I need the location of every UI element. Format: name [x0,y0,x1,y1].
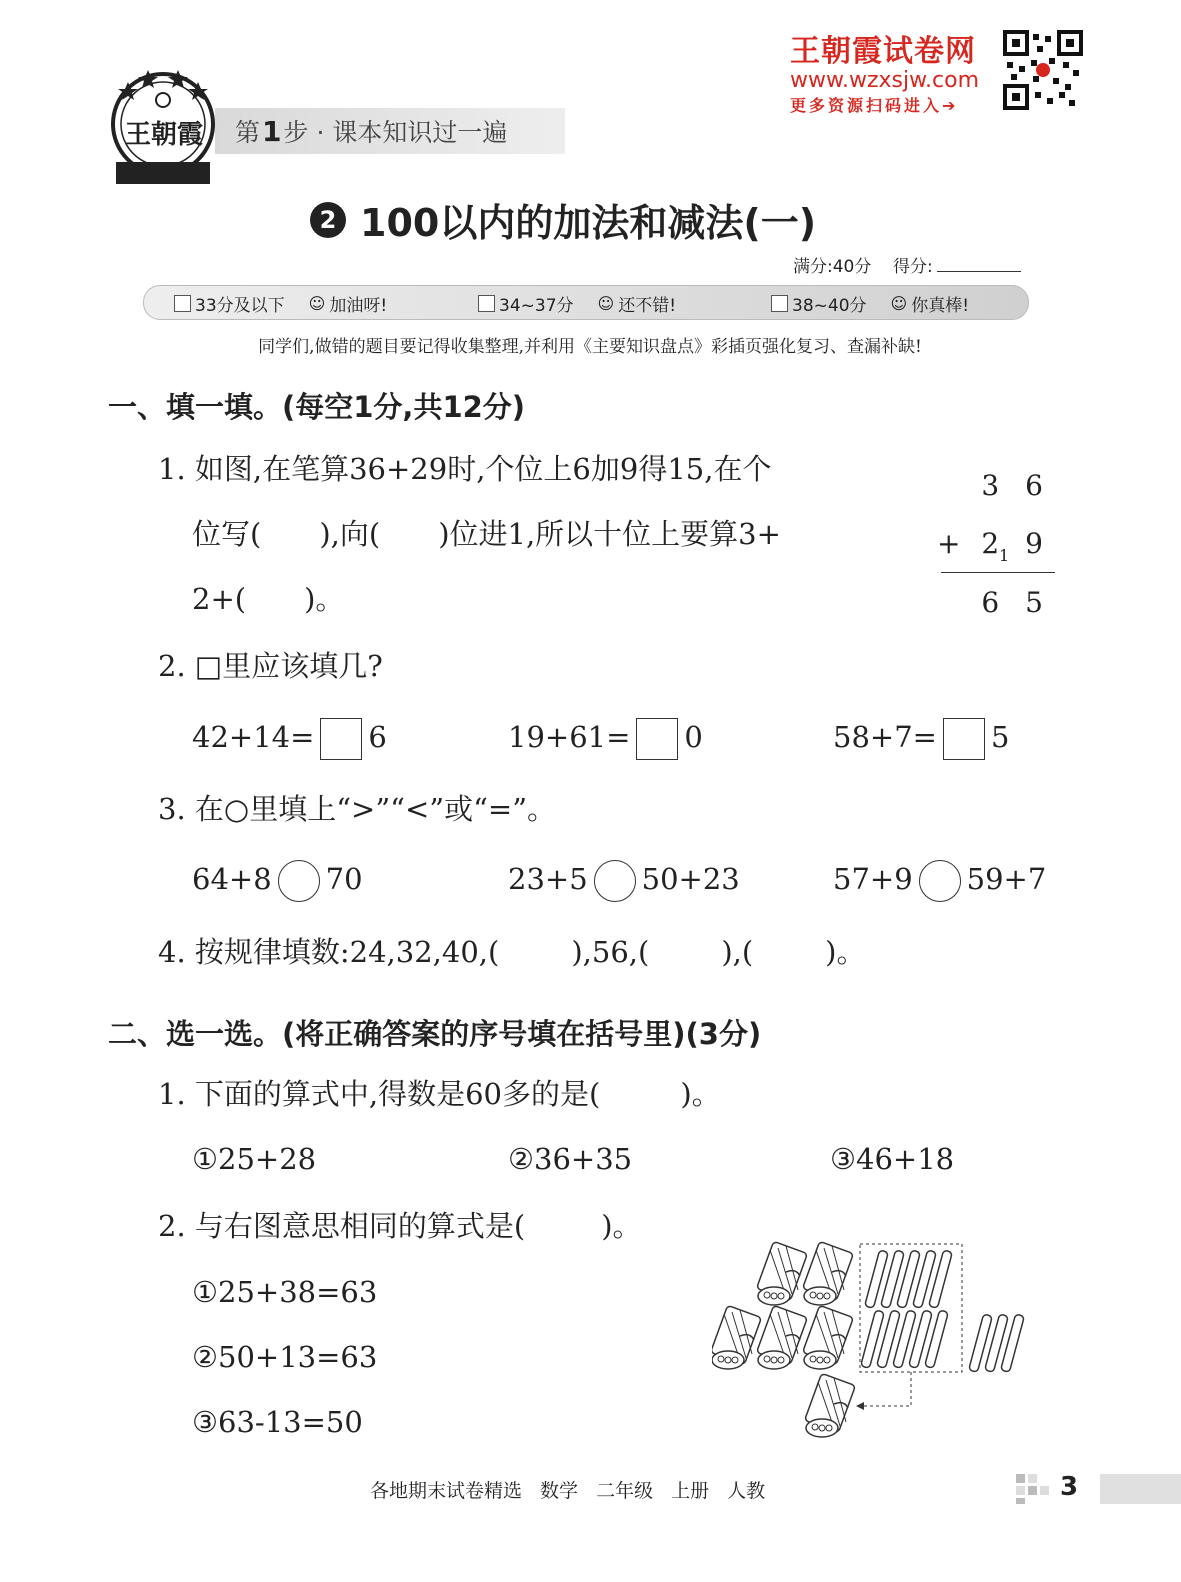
option: ③46+18 [830,1142,955,1176]
text-fragment: 位写( [192,517,262,551]
text-fragment: )。 [825,935,866,969]
step-label: 步 · 课本知识过一遍 [283,118,508,147]
rating-item [771,291,969,316]
question-text: 2. □里应该填几? [158,649,383,683]
expression: 23+5 [508,862,588,896]
option: ③63-13=50 [192,1405,363,1439]
publisher-logo [108,62,218,190]
rating-range: 38~40分 [792,296,867,316]
expression: 42+14= [192,720,315,754]
answer-box[interactable] [636,718,678,760]
rating-checkbox[interactable] [771,295,788,312]
text-fragment: 4. 按规律填数:24,32,40,( [158,935,500,969]
fill-box-item [192,718,387,760]
digit: 6 [1025,468,1043,502]
expression: 57+9 [833,862,913,896]
smiley-icon: ☺ [890,294,908,313]
answer-box[interactable] [943,718,985,760]
brand-cta: 更多资源扫码进入➔ [790,96,959,115]
title-number: 2 [310,202,346,238]
fill-box-item [508,718,703,760]
rating-checkbox[interactable] [174,295,191,312]
option: ②50+13=63 [192,1340,378,1374]
text-fragment: 2+( [192,582,247,616]
notice-text: 同学们,做错的题目要记得收集整理,并利用《主要知识盘点》彩插页强化复习、查漏补缺! [258,337,922,357]
score-label: 得分: [892,257,933,277]
compare-item [192,860,363,902]
page-tab-bar [1100,1474,1181,1504]
rating-range: 33分及以下 [195,296,285,316]
vertical-row [935,514,1055,572]
question-line [192,517,781,551]
score-line [793,252,1021,277]
digit: 3 [981,468,1000,502]
rating-msg: 还不错! [618,296,677,316]
expression: 5 [990,720,1010,754]
vertical-addition [935,456,1055,631]
expression: 59+7 [966,862,1047,896]
page-number: 3 [1060,1472,1079,1502]
footer-text: 各地期末试卷精选 数学 二年级 上册 人教 [370,1480,766,1502]
rating-checkbox[interactable] [478,295,495,312]
question-text: 1. 如图,在笔算36+29时,个位上6加9得15,在个 [158,452,772,486]
compare-circle[interactable] [278,860,320,902]
text-fragment: 1. 下面的算式中,得数是60多的是( [158,1077,601,1111]
step-number: 1 [262,114,282,148]
brand-block [790,26,1000,116]
option: ②36+35 [508,1142,633,1176]
expression: 0 [684,720,703,754]
brand-url[interactable]: www.wzxsjw.com [790,68,980,93]
logo-text: 王朝霞 [124,120,203,150]
section-heading: 二、选一选。(将正确答案的序号填在括号里)(3分) [108,1017,762,1051]
expression: 70 [325,862,363,896]
qr-code-icon[interactable] [1003,30,1083,110]
title-text: 100以内的加法和减法(一) [360,201,817,245]
rating-range: 34~37分 [499,296,574,316]
text-fragment: )。 [601,1209,642,1243]
vertical-row [935,573,1055,631]
smiley-icon: ☺ [597,294,615,313]
rating-item [478,291,676,316]
text-fragment: ),向( [319,517,381,551]
digit: 5 [1025,585,1043,619]
rating-bar [143,285,1029,320]
digit: 2 [981,526,1000,560]
text-fragment: )。 [304,582,345,616]
option: ①25+28 [192,1142,317,1176]
digit: 6 [981,585,1000,619]
text-fragment: )。 [680,1077,721,1111]
text-fragment: 2. 与右图意思相同的算式是( [158,1209,526,1243]
question-line [158,1077,721,1111]
rating-item [174,291,387,316]
rating-msg: 加油呀! [329,296,388,316]
expression: 64+8 [192,862,272,896]
full-score: 满分:40分 [793,257,872,277]
stick-bundles-illustration [712,1238,1042,1438]
plus-sign: + [937,526,961,560]
compare-item [833,860,1046,902]
question-text: 3. 在○里填上“>”“<”或“=”。 [158,792,557,826]
expression: 19+61= [508,720,631,754]
rating-msg: 你真棒! [911,296,970,316]
expression: 50+23 [641,862,740,896]
digit: 9 [1025,526,1043,560]
fill-box-item [833,718,1009,760]
question-line [158,1209,642,1243]
brand-name: 王朝霞试卷网 [790,34,976,69]
section-heading: 一、填一填。(每空1分,共12分) [108,390,526,424]
answer-box[interactable] [320,718,362,760]
expression: 6 [368,720,387,754]
question-line [158,935,866,969]
page-corner-decoration [1016,1474,1056,1508]
compare-item [508,860,740,902]
compare-circle[interactable] [919,860,961,902]
step-prefix: 第 [235,118,261,147]
text-fragment: )位进1,所以十位上要算3+ [438,517,781,551]
smiley-icon: ☺ [308,294,326,313]
question-line [192,582,345,616]
text-fragment: ),56,( [571,935,650,969]
text-fragment: ),( [721,935,754,969]
vertical-row [935,456,1055,514]
score-blank[interactable] [937,271,1021,272]
page-title [310,192,910,247]
carry-digit: 1 [999,546,1010,565]
compare-circle[interactable] [594,860,636,902]
expression: 58+7= [833,720,937,754]
option: ①25+38=63 [192,1275,378,1309]
step-banner [215,108,565,154]
